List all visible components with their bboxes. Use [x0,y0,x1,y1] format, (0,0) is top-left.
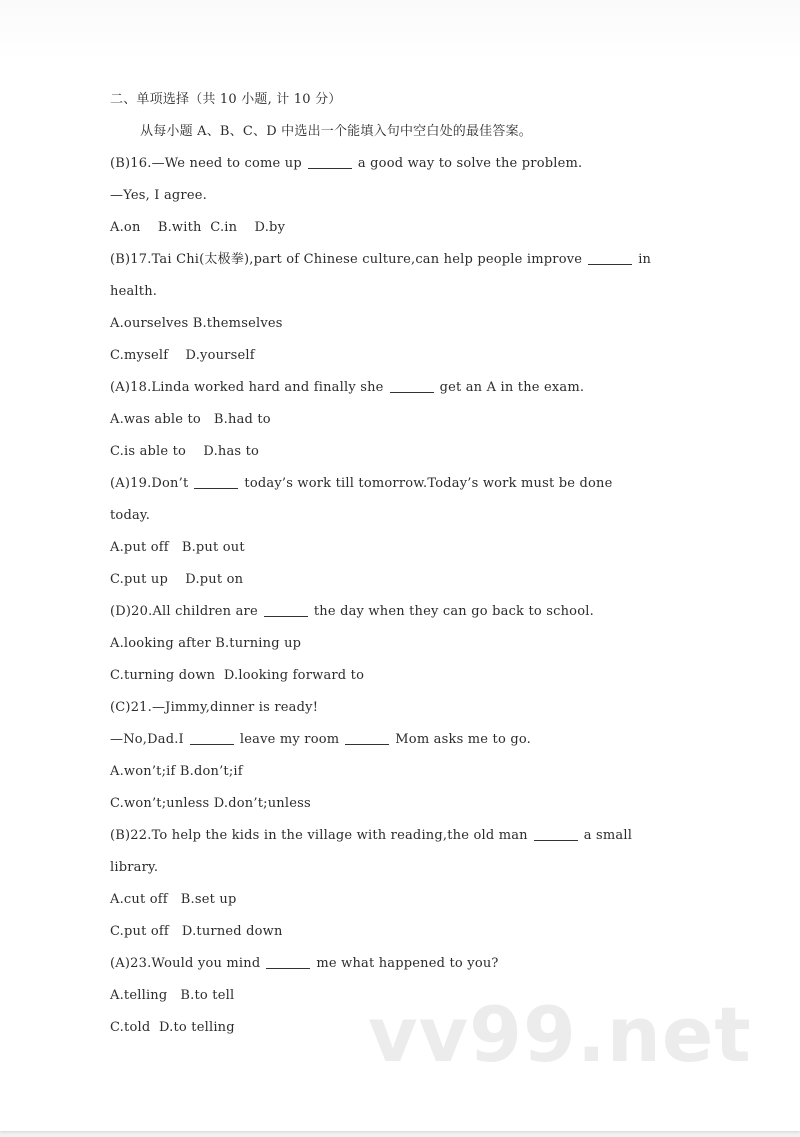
watermark: vv99.net [368,990,752,1079]
question-stem: (B)17.Tai Chi(太极拳),part of Chinese culture,can help people improve in [110,252,652,267]
question-options: C.put up D.put on [110,572,244,587]
answer-blank [194,487,238,489]
section-heading: 二、单项选择（共 10 小题, 计 10 分） [110,92,342,107]
question-reply: —Yes, I agree. [110,188,207,203]
question-stem: (B)22.To help the kids in the village with reading,the old man a small [110,828,633,843]
question-options: A.put off B.put out [110,540,245,555]
answer-blank [190,743,234,745]
question-options: C.turning down D.looking forward to [110,668,365,683]
question-stem: (D)20.All children are the day when they can go back to school. [110,604,594,619]
answer-blank [264,615,308,617]
answer-blank [588,263,632,265]
question-options: A.ourselves B.themselves [110,316,283,331]
question-stem: (C)21.—Jimmy,dinner is ready! [110,700,319,715]
question-stem: (A)19.Don’t today’s work till tomorrow.Today’s work must be done [110,476,613,491]
question-options: C.put off D.turned down [110,924,283,939]
answer-blank [534,839,578,841]
question-options: C.told D.to telling [110,1020,235,1035]
question-reply: —No,Dad.I leave my room Mom asks me to go. [110,732,531,747]
question-options: A.looking after B.turning up [110,636,302,651]
question-section [110,84,690,1044]
answer-blank [266,967,310,969]
answer-blank [345,743,389,745]
question-options: A.was able to B.had to [110,412,271,427]
question-stem: (B)16.—We need to come up a good way to solve the problem. [110,156,583,171]
question-stem-continued: health. [110,284,158,299]
question-stem: (A)23.Would you mind me what happened to you? [110,956,499,971]
question-stem-continued: library. [110,860,159,875]
answer-blank [308,167,352,169]
question-options: C.is able to D.has to [110,444,260,459]
page-top-band [0,0,800,62]
section-instruction: 从每小题 A、B、C、D 中选出一个能填入句中空白处的最佳答案。 [140,124,532,139]
question-stem-continued: today. [110,508,151,523]
question-options: A.won’t;if B.don’t;if [110,764,243,779]
question-stem: (A)18.Linda worked hard and finally she get an A in the exam. [110,380,585,395]
question-options: A.on B.with C.in D.by [110,220,286,235]
answer-blank [390,391,434,393]
question-options: C.won’t;unless D.don’t;unless [110,796,311,811]
question-options: A.cut off B.set up [110,892,237,907]
question-options: A.telling B.to tell [110,988,235,1003]
question-options: C.myself D.yourself [110,348,255,363]
